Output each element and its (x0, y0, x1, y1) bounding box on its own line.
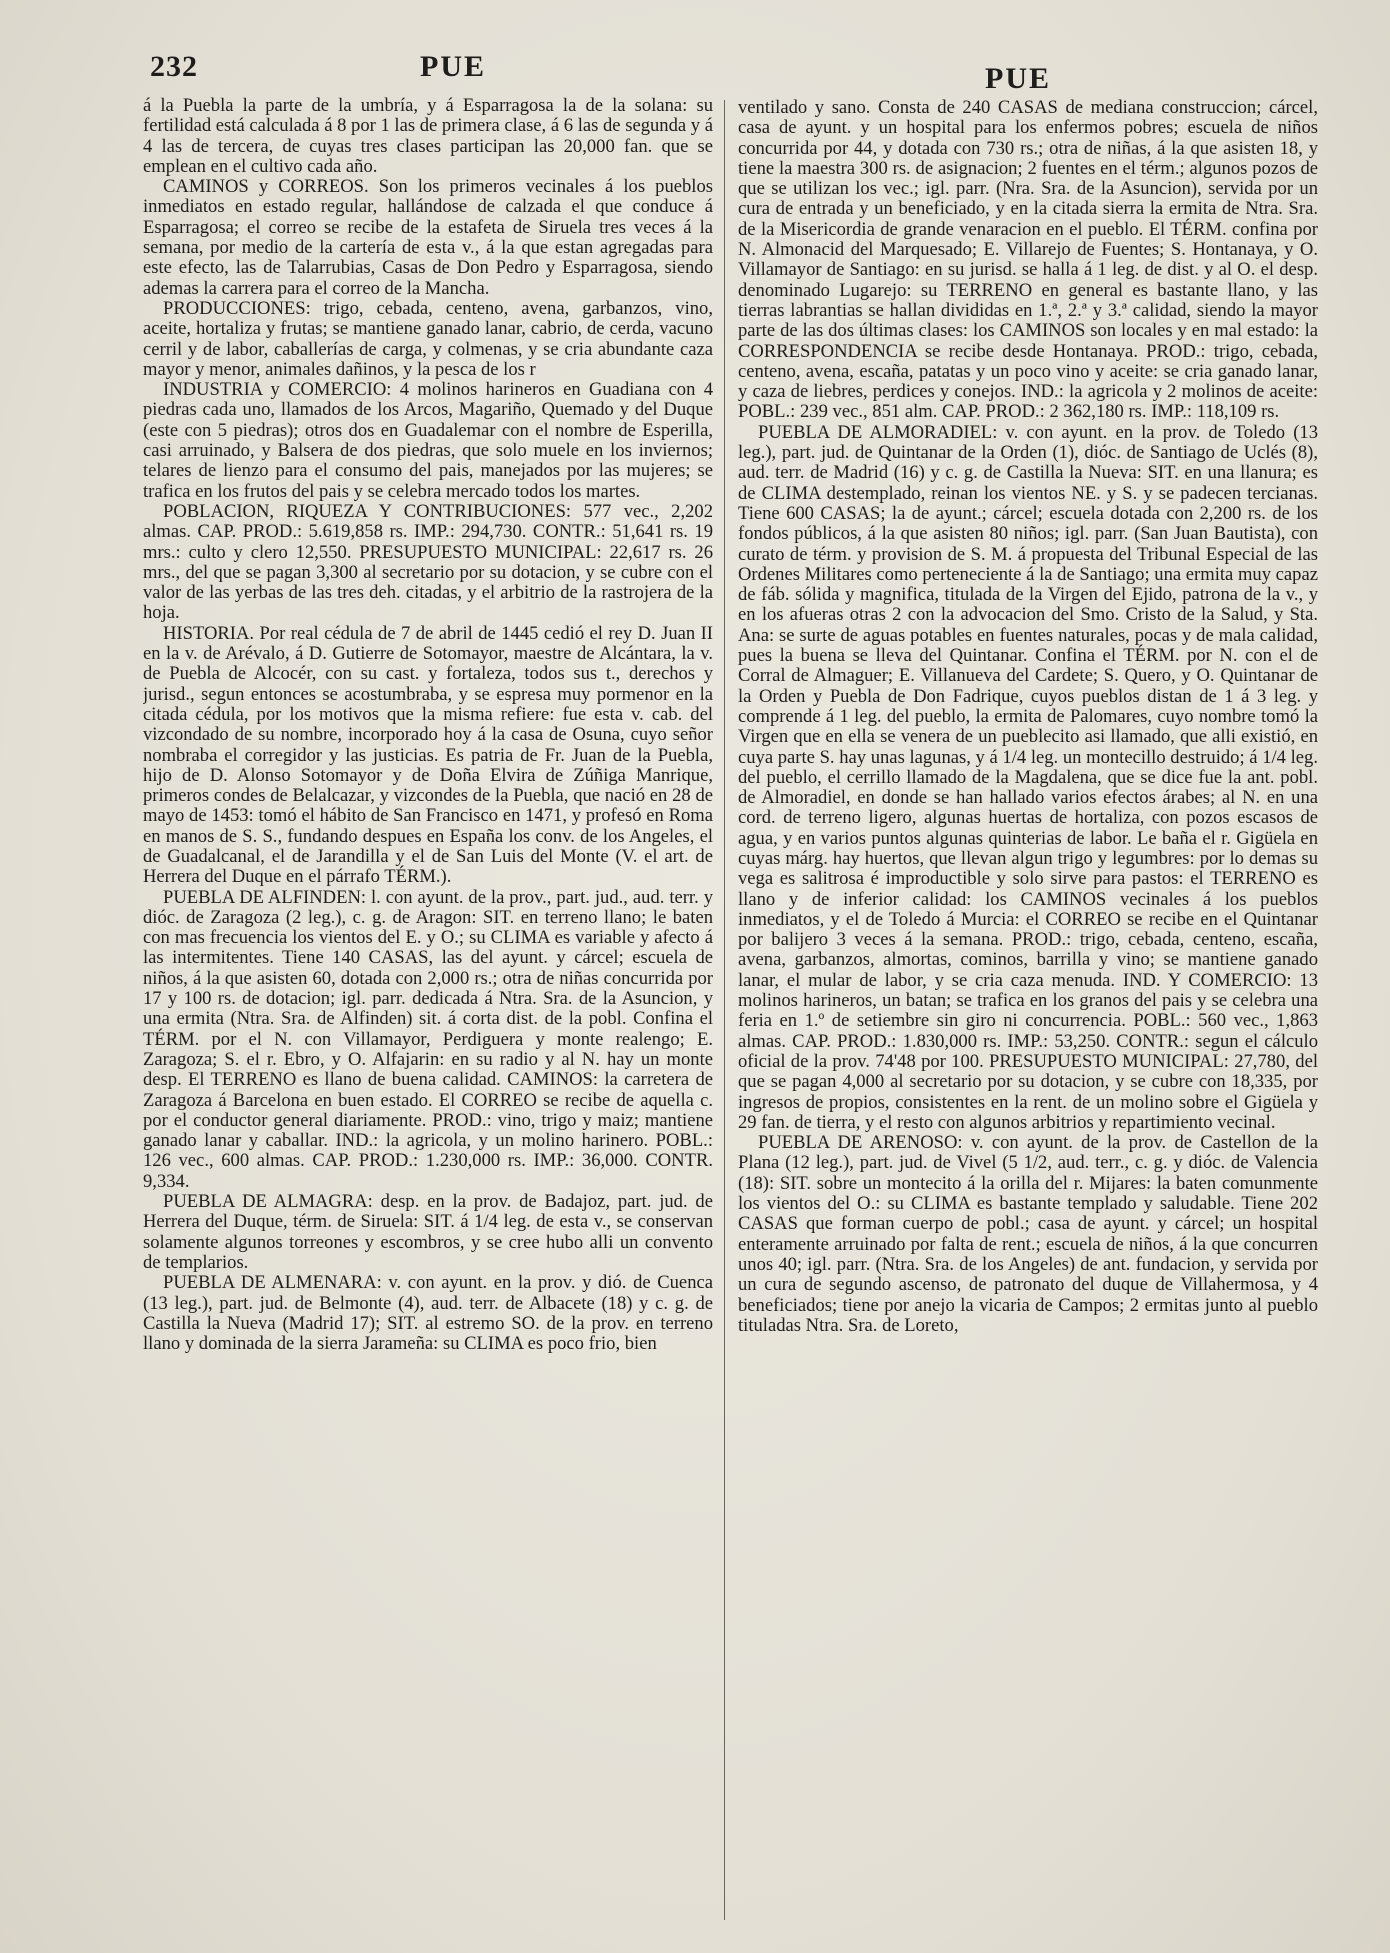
running-header-left: PUE (420, 50, 486, 83)
paragraph: INDUSTRIA y COMERCIO: 4 molinos harineros en Guadiana con 4 piedras cada uno, llamados de los Arcos, Magariño, Quemado y del Duque (este con 5 piedras); otros dos en Guadalemar con el nombre de Esperilla, casi arruinado, y Balsera de dos piedras, que solo muele en los inviernos; telares de lienzo para el consumo del pais, manejados por las mujeres; se trafica en los frutos del pais y se celebra mercado todos los martes. (143, 379, 713, 502)
entry-puebla-de-almagra: PUEBLA DE ALMAGRA: desp. en la prov. de Badajoz, part. jud. de Herrera del Duque, térm. de Siruela: SIT. á 1/4 leg. de esta v., se conservan solamente algunos torreones y escombros, y se cree hubo alli un convento de templarios. (143, 1191, 713, 1273)
page-number: 232 (150, 50, 198, 83)
paragraph: POBLACION, RIQUEZA Y CONTRIBUCIONES: 577 vec., 2,202 almas. CAP. PROD.: 5.619,858 rs. IMP.: 294,730. CONTR.: 51,641 rs. 19 mrs.: culto y clero 12,550. PRESUPUESTO MUNICIPAL: 22,617 rs. 26 mrs., del que se pagan 3,300 al secretario por su dotacion, y se cubre con el valor de las yerbas de las tres deh. citadas, y el arbitrio de la rastrojera de la hoja. (143, 500, 713, 624)
entry-puebla-de-almoradiel: PUEBLA DE ALMORADIEL: v. con ayunt. en la prov. de Toledo (13 leg.), part. jud. de Quintanar de la Orden (1), dióc. de Santiago de Uclés (8), aud. terr. de Madrid (16) y c. g. de Castilla la Nueva: SIT. en una llanura; es de CLIMA destemplado, reinan los vientos NE. y S. y se padecen tercianas. Tiene 600 CASAS; la de ayunt.; cárcel; escuela dotada con 2,200 rs. de los fondos públicos, á la que asisten 80 niños; igl. parr. (San Juan Bautista), con curato de térm. y provision de S. M. á propuesta del Tribunal Especial de las Ordenes Militares como perteneciente á la de Santiago; una ermita muy capaz de fáb. sólida y magnifica, titulada de la Virgen del Ejido, patrona de la v., y en los afueras otras 2 con la advocacion del Smo. Cristo de la Salud, y Sta. Ana: se surte de aguas potables en fuentes naturales, pocas y de mala calidad, pues la buena se lleva del Quintanar. Confina el TÉRM. por N. con el de Corral de Almaguer; E. Villanueva del Cardete; S. Quero, y O. Quintanar de la Orden y Puebla de Don Fadrique, cuyos pueblos distan de 1 á 3 leg. y comprende á 1 leg. del pueblo, la ermita de Palomares, cuyo nombre tomó la Virgen que en ella se venera de un pueblecito asi llamado, que alli existió, en cuya parte S. hay unas lagunas, y á 1/4 leg. un montecillo destruido; á 1/4 leg. del pueblo, el cerrillo llamado de la Magdalena, que se dice fue la ant. pobl. de Almoradiel, en donde se han hallado varios efectos árabes; al N. en una cord. de terreno ligero, algunas huertas de hortaliza, con pozos escasos de agua, y en varios puntos algunas quinterias de labor. Le baña el r. Gigüela en cuyas márg. hay huertos, que llevan algun trigo y legumbres: por lo demas su vega es salitrosa é improductible y solo sirve para pastos: el TERRENO es llano y de inferior calidad: los CAMINOS vecinales á los pueblos inmediatos, y el de Toledo á Murcia: el CORREO se recibe en el Quintanar por balijero 3 veces á la semana. PROD.: trigo, cebada, centeno, escaña, avena, garbanzos, almortas, cominos, barrilla y vino; se mantiene ganado lanar, el mular de labor, y se cria caza menuda. IND. Y COMERCIO: 13 molinos harineros, un batan; se trafica en los granos del pais y se celebra una feria en 1.º de setiembre sin giro ni concurrencia. POBL.: 560 vec., 1,863 almas. CAP. PROD.: 1.830,000 rs. IMP.: 53,250. CONTR.: segun el cálculo oficial de la prov. 74'48 por 100. PRESUPUESTO MUNICIPAL: 27,780, del que se pagan 4,000 al secretario por su dotacion, y se cubre con 18,335, por ingresos de propios, consistentes en la rent. de un molino sobre el Gigüela y 29 fan. de tierra, y el resto con algunos arbitrios y repartimiento vecinal. (738, 421, 1318, 1133)
entry-puebla-de-alfinden: PUEBLA DE ALFINDEN: l. con ayunt. de la prov., part. jud., aud. terr. y dióc. de Zaragoza (2 leg.), c. g. de Aragon: SIT. en terreno llano; le baten con mas frecuencia los vientos del E. y O.; su CLIMA es variable y afecto á las intermitentes. Tiene 140 CASAS, las del ayunt. y cárcel; escuela de niños, á la que asisten 60, dotada con 2,000 rs.; otra de niñas concurrida por 17 y 100 rs. de dotacion; igl. parr. dedicada á Ntra. Sra. de la Asuncion, y una ermita (Ntra. Sra. de Alfinden) sit. á corta dist. de la pobl. Confina el TÉRM. por el N. con Villamayor, Perdiguera y monte realengo; E. Zaragoza; S. el r. Ebro, y O. Alfajarin: en su radio y al N. hay un monte desp. El TERRENO es llano de buena calidad. CAMINOS: la carretera de Zaragoza á Barcelona en buen estado. El CORREO se recibe de aquella c. por el conductor general diariamente. PROD.: vino, trigo y maiz; mantiene ganado lanar y caballar. IND.: la agricola, y un molino harinero. POBL.: 126 vec., 600 almas. CAP. PROD.: 1.230,000 rs. IMP.: 36,000. CONTR. 9,334. (143, 886, 713, 1192)
paragraph: ventilado y sano. Consta de 240 CASAS de mediana construccion; cárcel, casa de ayunt. y un hospital para los enfermos pobres; escuela de niños concurrida por 44, y dotada con 730 rs.; otra de niñas, á la que asisten 18, y tiene la maestra 300 rs. de asignacion; 2 fuentes en el térm.; algunos pozos de que se utilizan los vec.; igl. parr. (Nra. Sra. de la Asuncion), servida por un cura de entrada y un beneficiado, y en la citada sierra la ermita de Ntra. Sra. de la Misericordia de grande venaracion en el pueblo. El TÉRM. confina por N. Almonacid del Marquesado; E. Villarejo de Fuentes; S. Hontanaya, y O. Villamayor de Santiago: en su jurisd. se halla á 1 leg. de dist. y al O. el desp. denominado Lugarejo: su TERRENO en general es bastante llano, y las tierras labrantias se hallan divididas en 1.ª, 2.ª y 3.ª calidad, siendo la mayor parte de las dos últimas clases: los CAMINOS son locales y en mal estado: la CORRESPONDENCIA se recibe desde Hontanaya. PROD.: trigo, cebada, centeno, avena, escaña, patatas y un poco vino y aceite: se cria ganado lanar, y caza de liebres, perdices y conejos. IND.: la agricola y 2 molinos de aceite: POBL.: 239 vec., 851 alm. CAP. PROD.: 2 362,180 rs. IMP.: 118,109 rs. (738, 98, 1318, 423)
right-column (738, 98, 1318, 1938)
paragraph: CAMINOS y CORREOS. Son los primeros vecinales á los pueblos inmediatos en estado regular, hallándose de calzada el que conduce á Esparragosa; el correo se recibe de la estafeta de Siruela tres veces á la semana, por medio de la cartería de esta v., á la que estan agregadas para este efecto, las de Talarrubias, Casas de Don Pedro y Esparragosa, siendo ademas la carrera para el correo de la Mancha. (143, 176, 713, 299)
paragraph: PRODUCCIONES: trigo, cebada, centeno, avena, garbanzos, vino, aceite, hortaliza y frutas; se mantiene ganado lanar, cabrio, de cerda, vacuno cerril y de labor, caballerías de carga, y colmenas, y se cria abundante caza mayor y menor, animales dañinos, y la pesca de los r (143, 297, 713, 380)
left-column (143, 96, 713, 1936)
running-header-right: PUE (985, 62, 1051, 95)
paragraph: á la Puebla la parte de la umbría, y á Esparragosa la de la solana: su fertilidad está calculada á 8 por 1 las de primera clase, á 6 las de segunda y á 4 las de tercera, de cuyas tres clases participan las 20,000 fan. que se emplean en el cultivo cada año. (143, 96, 713, 177)
entry-puebla-de-arenoso: PUEBLA DE ARENOSO: v. con ayunt. de la prov. de Castellon de la Plana (12 leg.), part. jud. de Vivel (5 1/2, aud. terr., c. g. y dióc. de Valencia (18): SIT. sobre un montecito á la orilla del r. Mijares: la baten comunmente los vientos del O.: su CLIMA es bastante templado y saludable. Tiene 202 CASAS que forman cuerpo de pobl.; casa de ayunt. y cárcel; un hospital enteramente arruinado por falta de rent.; escuela de niños, á la que concurren unos 40; igl. parr. (Ntra. Sra. de los Angeles) de ant. fundacion, y servida por un cura de segundo ascenso, de patronato del duque de Villahermosa, y 4 beneficiados; tiene por anejo la vicaria de Campos; 2 ermitas junto al pueblo tituladas Ntra. Sra. de Loreto, (738, 1132, 1318, 1336)
column-divider (724, 100, 725, 1920)
entry-puebla-de-almenara: PUEBLA DE ALMENARA: v. con ayunt. en la prov. y dió. de Cuenca (13 leg.), part. jud. de Belmonte (4), aud. terr. de Albacete (18) y c. g. de Castilla la Nueva (Madrid 17); SIT. al estremo SO. de la prov. en terreno llano y dominada de la sierra Jarameña: su CLIMA es poco frio, bien (143, 1272, 713, 1355)
paragraph: HISTORIA. Por real cédula de 7 de abril de 1445 cedió el rey D. Juan II en la v. de Arévalo, á D. Gutierre de Sotomayor, maestre de Alcántara, la v. de Puebla de Alcocér, con su cast. y fortaleza, todos sus t., derechos y jurisd., segun entonces se acostumbraba, y se espresa muy pormenor en la citada cédula, por los motivos que la misma refiere: fue esta v. cab. del vizcondado de su nombre, incorporado hoy á la casa de Osuna, cuyo señor nombraba el corregidor y las justicias. Es patria de Fr. Juan de la Puebla, hijo de D. Alonso Sotomayor y de Doña Elvira de Zúñiga Manrique, primeros condes de Belalcazar, y vizcondes de la Puebla, que nació en 28 de mayo de 1453: tomó el hábito de San Francisco en 1471, y profesó en Roma en manos de S. S., fundando despues en España los conv. de los Angeles, el de Guadalcanal, el de Jarandilla y el de San Luis del Monte (V. el art. de Herrera del Duque en el párrafo TÉRM.). (143, 622, 713, 888)
